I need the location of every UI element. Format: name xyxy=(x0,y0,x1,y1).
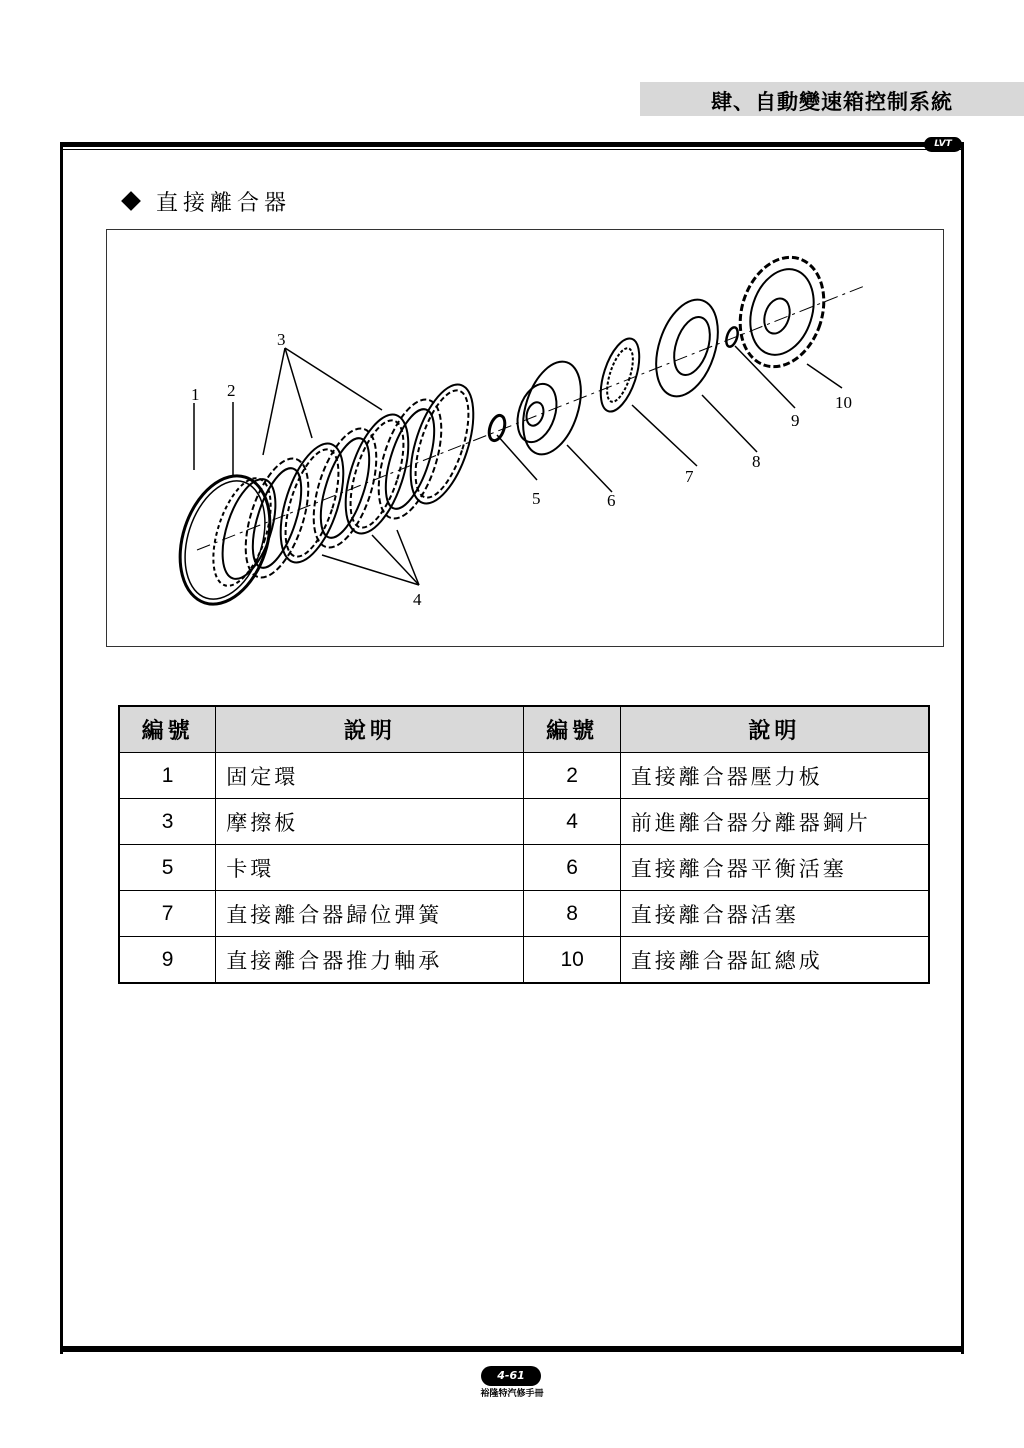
part-description: 直接離合器歸位彈簧 xyxy=(216,891,524,937)
part-number: 4 xyxy=(524,799,620,845)
callout-4: 4 xyxy=(413,590,422,609)
header-description: 說明 xyxy=(620,706,929,753)
clutch-exploded-drawing xyxy=(107,230,943,646)
part-9-thrust-bearing xyxy=(724,326,740,348)
part-5-snap-ring xyxy=(486,413,507,442)
part-description: 直接離合器活塞 xyxy=(620,891,929,937)
part-description: 直接離合器缸總成 xyxy=(620,937,929,984)
part-number: 8 xyxy=(524,891,620,937)
callout-2: 2 xyxy=(227,381,236,400)
table-row xyxy=(119,845,929,891)
callout-1: 1 xyxy=(191,385,200,404)
callout-6: 6 xyxy=(607,491,616,510)
part-description: 摩擦板 xyxy=(216,799,524,845)
clutch-plate-stack xyxy=(233,377,486,585)
chapter-header xyxy=(640,82,1024,116)
page-number-badge: 4-61 xyxy=(481,1366,541,1386)
table-row xyxy=(119,799,929,845)
part-number: 10 xyxy=(524,937,620,984)
center-axis-line xyxy=(197,285,867,550)
part-10-clutch-drum xyxy=(727,246,838,377)
part-number: 5 xyxy=(119,845,216,891)
part-description: 固定環 xyxy=(216,753,524,799)
page-frame-right xyxy=(961,142,964,1354)
part-number: 2 xyxy=(524,753,620,799)
part-7-return-spring xyxy=(593,334,647,416)
callout-7: 7 xyxy=(685,467,694,486)
table-row xyxy=(119,891,929,937)
exploded-view-diagram xyxy=(106,229,944,647)
section-heading xyxy=(124,186,291,217)
part-number: 1 xyxy=(119,753,216,799)
parts-legend-table xyxy=(118,705,930,984)
part-1-snap-ring xyxy=(165,464,286,615)
part-description: 直接離合器壓力板 xyxy=(620,753,929,799)
callout-3: 3 xyxy=(277,330,286,349)
table-row xyxy=(119,937,929,984)
brand-logo: LVT xyxy=(924,137,962,152)
page-frame-left xyxy=(60,142,63,1354)
section-title-text: 直接離合器 xyxy=(156,191,292,216)
header-number: 編號 xyxy=(524,706,620,753)
part-description: 直接離合器平衡活塞 xyxy=(620,845,929,891)
part-description: 前進離合器分離器鋼片 xyxy=(620,799,929,845)
callout-9: 9 xyxy=(791,411,800,430)
diamond-bullet-icon xyxy=(121,191,141,211)
table-header-row xyxy=(119,706,929,753)
page-frame-bottom xyxy=(60,1346,964,1352)
callout-8: 8 xyxy=(752,452,761,471)
part-8-piston xyxy=(645,292,729,404)
header-number: 編號 xyxy=(119,706,216,753)
header-description: 說明 xyxy=(216,706,524,753)
chapter-title: 肆、自動變速箱控制系統 xyxy=(711,90,953,114)
part-number: 9 xyxy=(119,937,216,984)
callout-10: 10 xyxy=(835,393,852,412)
part-description: 直接離合器推力軸承 xyxy=(216,937,524,984)
part-description: 卡環 xyxy=(216,845,524,891)
page-frame-top xyxy=(60,142,964,147)
publisher-label: 裕隆特汽修手冊 xyxy=(480,1389,544,1399)
table-row xyxy=(119,753,929,799)
callout-5: 5 xyxy=(532,489,541,508)
part-number: 6 xyxy=(524,845,620,891)
part-number: 3 xyxy=(119,799,216,845)
part-number: 7 xyxy=(119,891,216,937)
part-6-balance-piston xyxy=(511,379,564,447)
page-frame-top-line xyxy=(60,149,964,150)
